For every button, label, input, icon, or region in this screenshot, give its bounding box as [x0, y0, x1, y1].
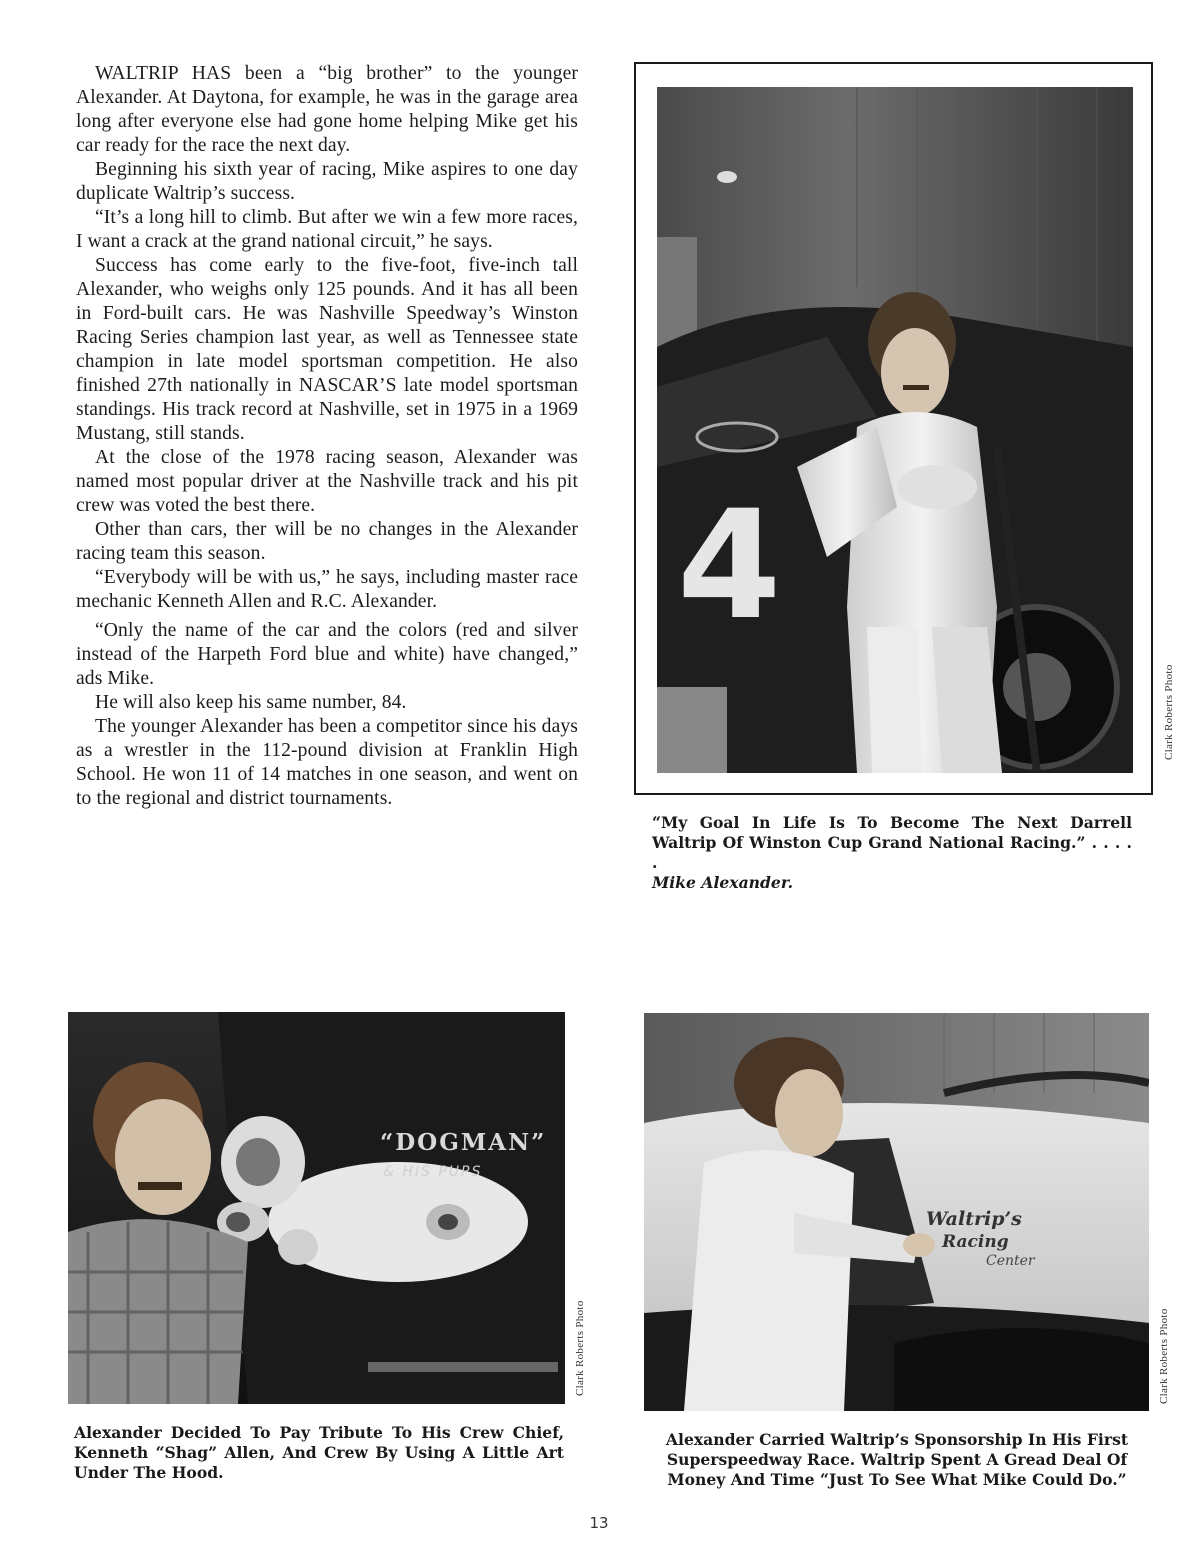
caption-attribution: Mike Alexander. — [652, 873, 794, 892]
top-photo-caption — [652, 813, 1132, 893]
bottom-left-photo — [68, 1012, 565, 1404]
sign-line-3: Center — [986, 1253, 1035, 1269]
top-photo-frame — [634, 62, 1153, 795]
article-paragraph: Success has come early to the five-foot, five-inch tall Alexander, who weighs only 125 pounds. And it has all been in Ford-built cars. He was Nashville Speedway’s Winston Racing Series champion last year, as well as Tennessee state champion in late model sportsman competition. He also finished 27th nationally in NASCAR’S late model sportsman standings. His track record at Nashville, set in 1975 in a 1969 Mustang, still stands. — [76, 255, 578, 444]
bottom-right-photo — [644, 1013, 1149, 1411]
top-photo — [657, 87, 1133, 773]
article-paragraph: “Only the name of the car and the colors (red and silver instead of the Harpeth Ford blue and white) have changed,” ads Mike. — [76, 620, 578, 689]
car-number: 4 — [677, 479, 782, 653]
article-paragraph: He will also keep his same number, 84. — [95, 692, 407, 713]
article-paragraph: “Everybody will be with us,” he says, including master race mechanic Kenneth Allen and R.C. Alexander. — [76, 567, 578, 612]
caption-quote: “My Goal In Life Is To Become The Next Darrell Waltrip Of Winston Cup Grand National Racing.” . . . . . — [652, 813, 1132, 872]
hood-text-dogman: “DOGMAN” — [380, 1129, 547, 1156]
driver-portrait-image — [657, 87, 1133, 773]
article-paragraph: Beginning his sixth year of racing, Mike aspires to one day duplicate Waltrip’s success. — [76, 159, 578, 204]
page-number: 13 — [589, 1514, 609, 1532]
sign-line-2: Racing — [942, 1232, 1009, 1252]
car-sign-image — [644, 1013, 1149, 1411]
photo-credit: Clark Roberts Photo — [1158, 1308, 1170, 1404]
bottom-right-caption: Alexander Carried Waltrip’s Sponsorship In His First Superspeedway Race. Waltrip Spent A Gread Deal Of Money And Time “Just To See What Mike Could Do.” — [665, 1430, 1129, 1489]
hood-text-pups: & HIS PUPS — [383, 1164, 483, 1180]
article-body — [76, 62, 578, 811]
article-paragraph: “It’s a long hill to climb. But after we win a few more races, I want a crack at the grand national circuit,” he says. — [76, 207, 578, 252]
article-paragraph: Other than cars, ther will be no changes in the Alexander racing team this season. — [76, 519, 578, 564]
photo-credit: Clark Roberts Photo — [574, 1300, 586, 1396]
photo-credit: Clark Roberts Photo — [1163, 664, 1175, 760]
article-paragraph: At the close of the 1978 racing season, Alexander was named most popular driver at the Nashville track and his pit crew was voted the best there. — [76, 447, 578, 516]
hood-art-image — [68, 1012, 565, 1404]
bottom-left-caption: Alexander Decided To Pay Tribute To His Crew Chief, Kenneth “Shag” Allen, And Crew By Using A Little Art Under The Hood. — [74, 1423, 564, 1482]
sign-line-1: Waltrip’s — [926, 1208, 1022, 1230]
article-paragraph: The younger Alexander has been a competitor since his days as a wrestler in the 112-pound division at Franklin High School. He won 11 of 14 matches in one season, and went on to the regional and district tournaments. — [76, 716, 578, 809]
article-paragraph: WALTRIP HAS been a “big brother” to the younger Alexander. At Daytona, for example, he was in the garage area long after everyone else had gone home helping Mike get his car ready for the race the next day. — [76, 63, 578, 156]
